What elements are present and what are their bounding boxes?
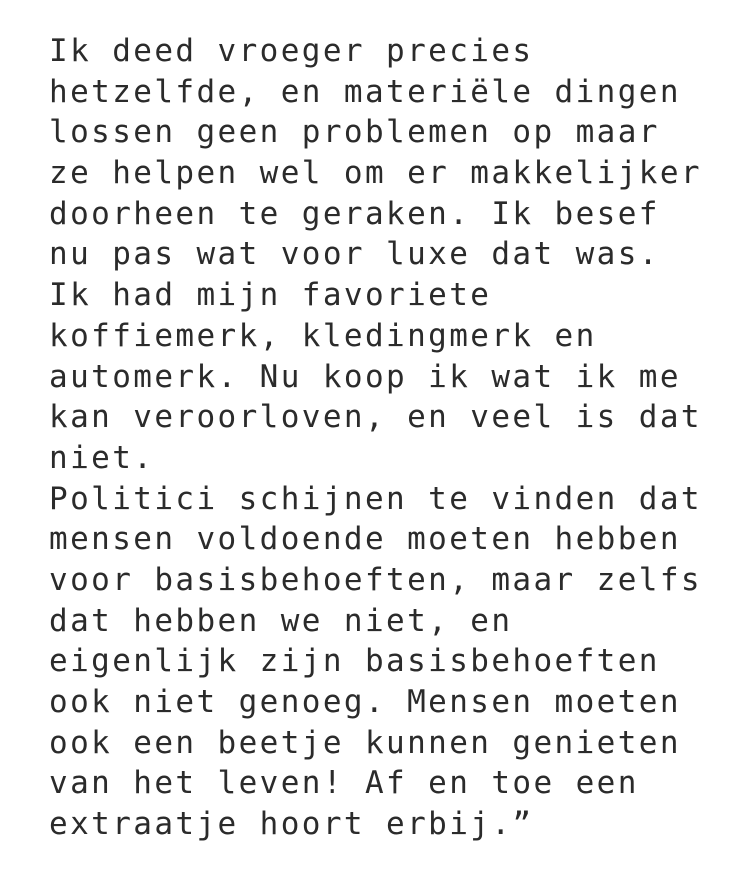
text-line: kan veroorloven, en veel is dat xyxy=(49,399,702,436)
text-line: automerk. Nu koop ik wat ik me xyxy=(49,358,681,395)
text-line: doorheen te geraken. Ik besef xyxy=(49,195,660,232)
text-line: voor basisbehoeften, maar zelfs xyxy=(49,561,702,598)
text-line: dat hebben we niet, en xyxy=(49,602,513,639)
text-line: ook niet genoeg. Mensen moeten xyxy=(49,684,681,720)
text-line: ook een beetje kunnen genieten xyxy=(49,724,681,761)
text-line: hetzelfde, en materiële dingen xyxy=(49,73,681,110)
text-line: mensen voldoende moeten hebben xyxy=(49,521,681,558)
text-line: lossen geen problemen op maar xyxy=(49,114,660,151)
text-line: Politici schijnen te vinden dat xyxy=(49,480,702,517)
text-line: koffiemerk, kledingmerk en xyxy=(49,317,597,354)
quote-text-block xyxy=(49,31,729,845)
text-line: extraatje hoort erbij.” xyxy=(49,806,534,843)
text-line: Ik had mijn favoriete xyxy=(49,277,492,314)
text-line: ze helpen wel om er makkelijker xyxy=(49,155,702,192)
text-line: eigenlijk zijn basisbehoeften xyxy=(49,643,660,680)
text-line: niet. xyxy=(49,439,155,476)
text-line: Ik deed vroeger precies xyxy=(49,33,534,69)
text-line: van het leven! Af en toe een xyxy=(49,765,639,802)
text-line: nu pas wat voor luxe dat was. xyxy=(49,236,660,273)
